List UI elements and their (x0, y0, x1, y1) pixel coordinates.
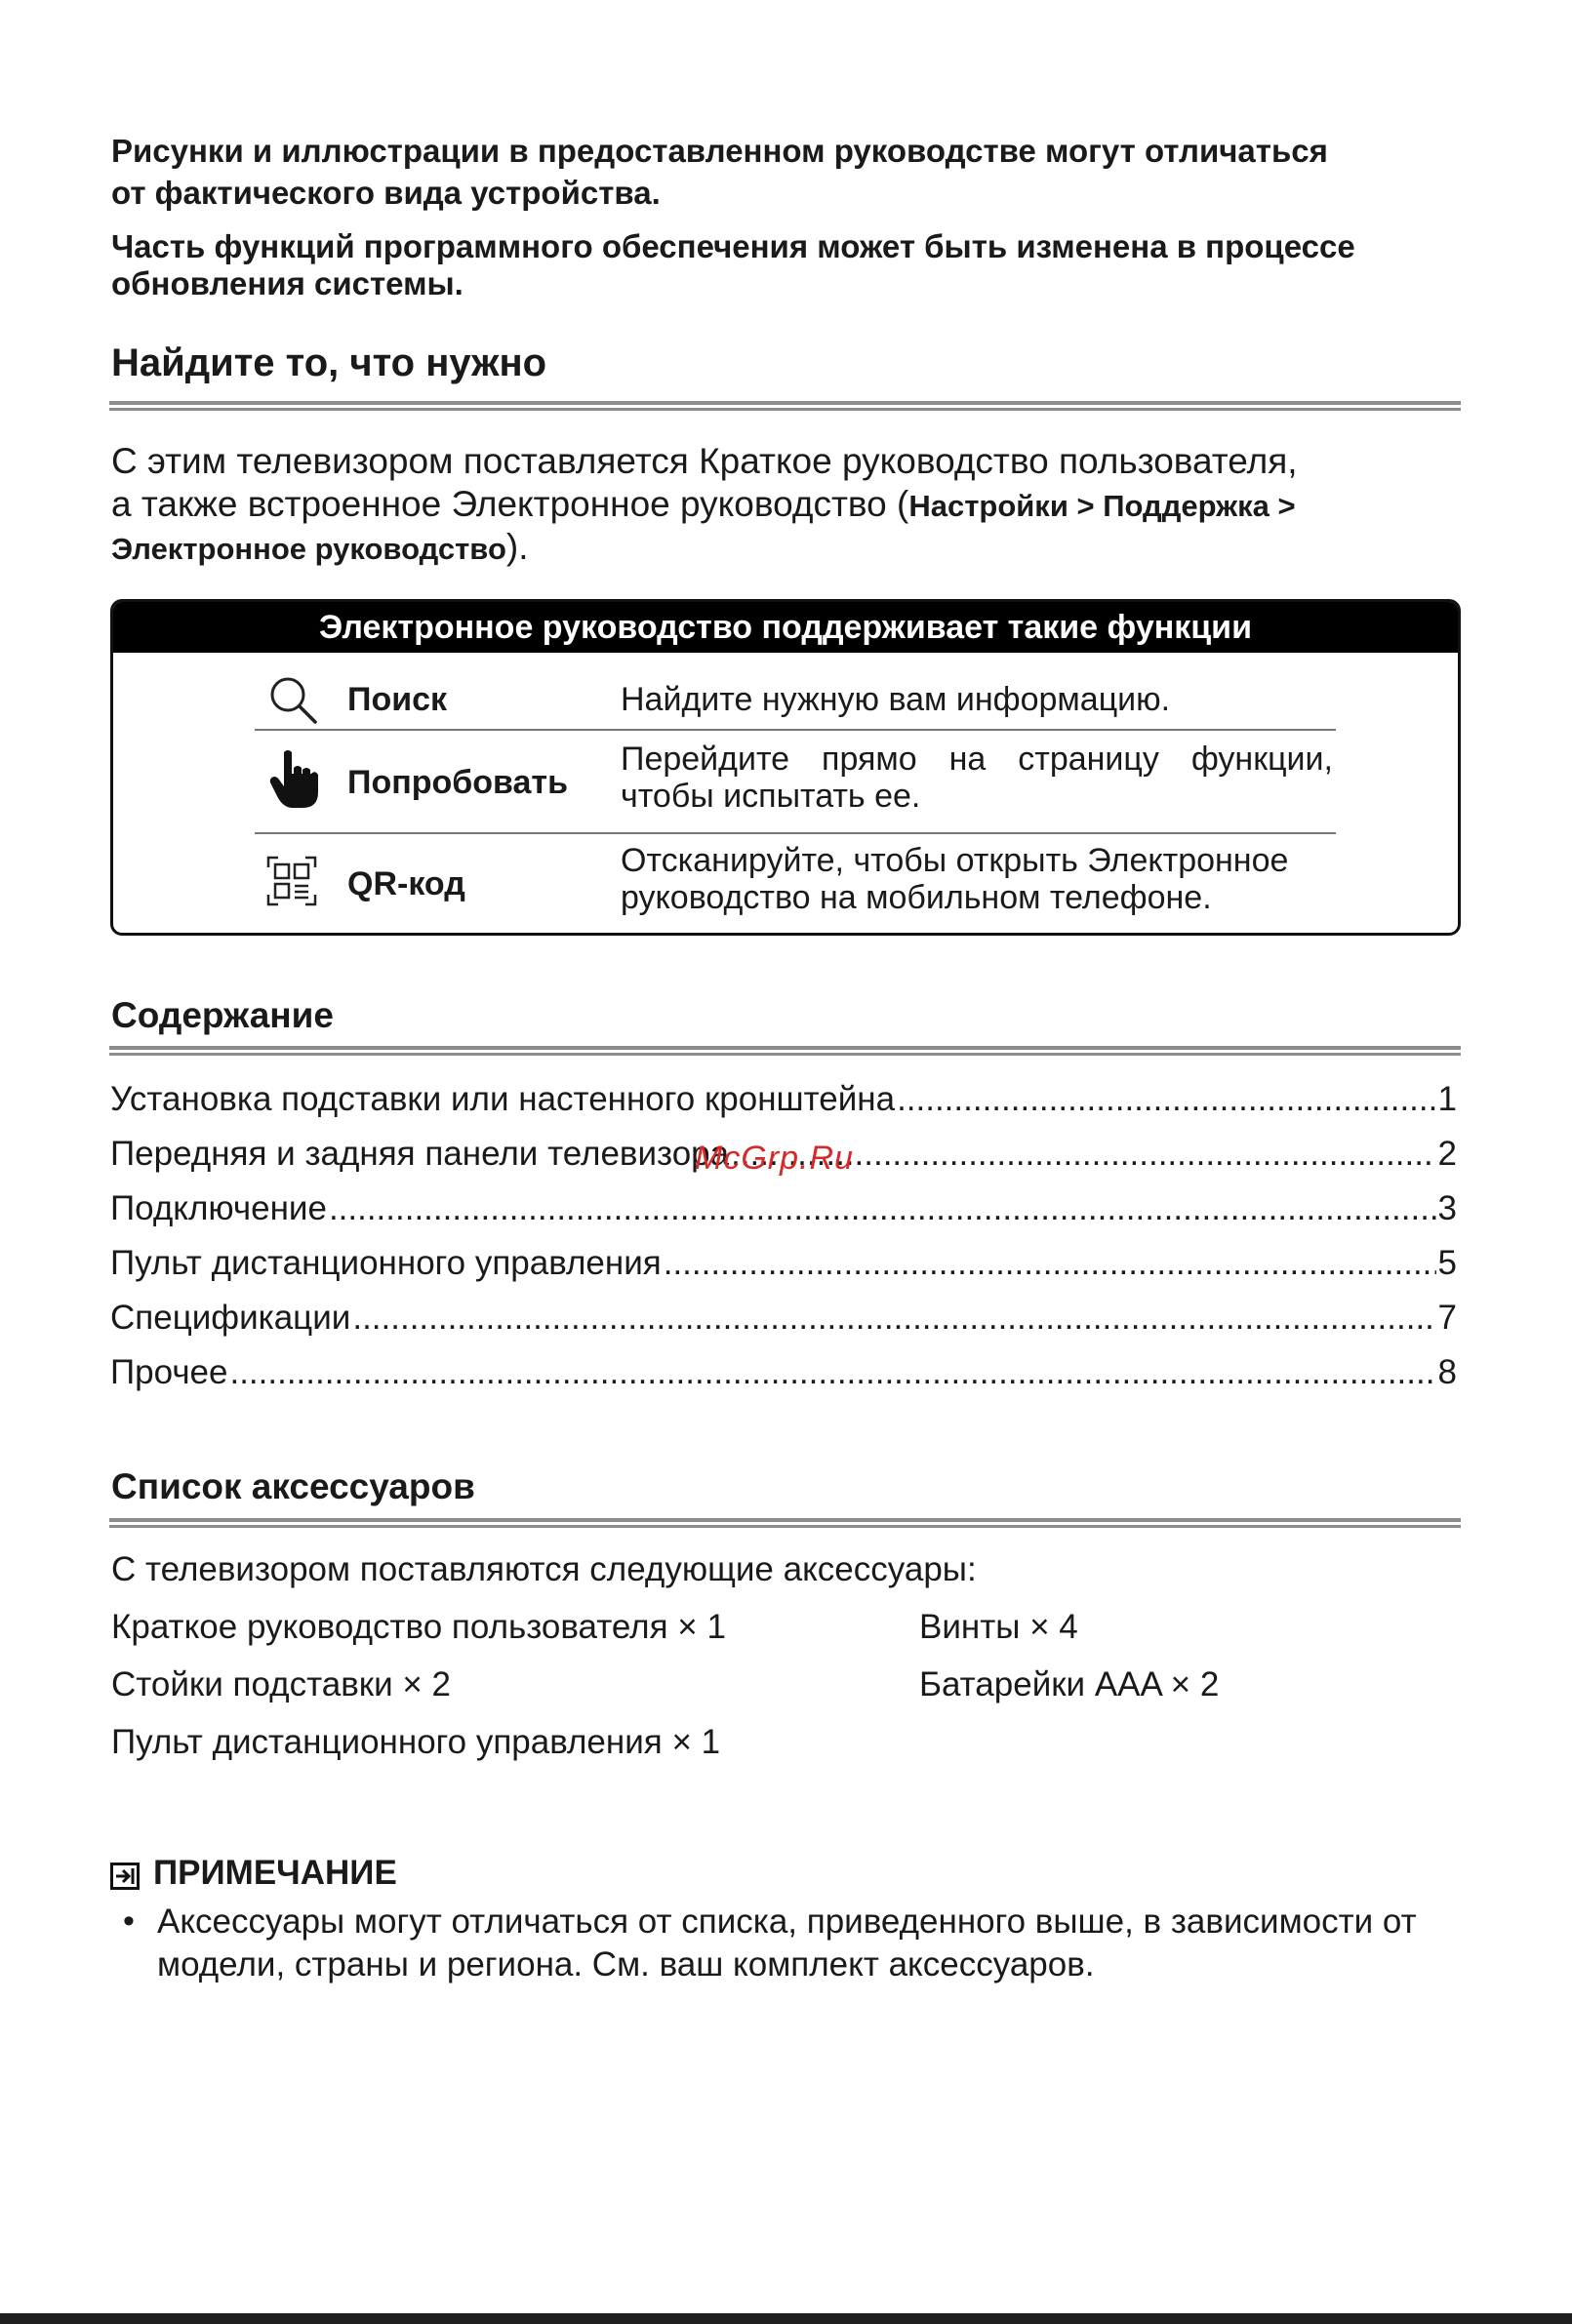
toc-item-title: Спецификации (110, 1299, 351, 1337)
toc-item-title: Подключение (110, 1189, 327, 1227)
accessories-title: Список аксессуаров (111, 1466, 475, 1506)
feature-description: Перейдите прямо на страницу функции, чтобы испытать ее. (621, 741, 1333, 815)
accessory-item: Краткое руководство пользователя × 1 (111, 1608, 726, 1646)
find-paragraph-text: а также встроенное Электронное руководство ( (111, 484, 909, 524)
intro-notice-line-4: обновления системы. (111, 265, 464, 301)
toc-leader-dots (229, 1353, 1435, 1392)
find-paragraph-line-3 (111, 526, 529, 571)
accessory-item: Пульт дистанционного управления × 1 (111, 1723, 721, 1761)
hand-pointer-icon (266, 748, 319, 813)
qr-code-icon (266, 856, 317, 906)
feature-label: Попробовать (347, 764, 568, 801)
e-manual-path: Электронное руководство (111, 532, 506, 566)
toc-item-page: 7 (1437, 1299, 1457, 1337)
toc-leader-dots (664, 1244, 1436, 1283)
toc-item-page: 1 (1437, 1080, 1457, 1118)
toc-item[interactable] (110, 1299, 1457, 1342)
toc-item-title: Прочее (110, 1353, 228, 1391)
toc-item-title: Установка подставки или настенного кронштейна (110, 1080, 896, 1118)
toc-item-page: 5 (1437, 1244, 1457, 1282)
intro-notice-line-1: Рисунки и иллюстрации в предоставленном руководстве могут отличаться (111, 133, 1328, 169)
find-section-title: Найдите то, что нужно (111, 341, 547, 384)
accessory-item: Стойки подставки × 2 (111, 1665, 452, 1703)
feature-description: Найдите нужную вам информацию. (621, 681, 1171, 718)
toc-item[interactable] (110, 1353, 1457, 1396)
feature-row-qr (255, 834, 1336, 936)
feature-label: Поиск (347, 681, 448, 718)
feature-label: QR-код (347, 865, 465, 902)
note-icon (110, 1860, 140, 1887)
note-bullet: • (123, 1903, 135, 1940)
section-rule (109, 1518, 1461, 1528)
toc-item-title: Передняя и задняя панели телевизора (110, 1135, 730, 1173)
note-text: Аксессуары могут отличаться от списка, приведенного выше, в зависимости от модели, страны и региона. См. ваш комплект аксессуаров. (157, 1903, 1417, 1983)
toc-item[interactable] (110, 1080, 1457, 1123)
page-bottom-border (0, 2313, 1572, 2324)
feature-description: Отсканируйте, чтобы открыть Электронное руководство на мобильном телефоне. (621, 842, 1289, 916)
accessories-intro: С телевизором поставляются следующие аксессуары: (111, 1550, 977, 1588)
section-rule (109, 1046, 1461, 1056)
accessory-item: Винты × 4 (919, 1608, 1078, 1646)
find-paragraph-line-1: С этим телевизором поставляется Краткое руководство пользователя, (111, 441, 1298, 481)
settings-path: Настройки > Поддержка > (908, 489, 1296, 523)
toc-leader-dots (329, 1189, 1436, 1228)
toc-item-page: 8 (1437, 1353, 1457, 1391)
note-heading (110, 1854, 397, 1893)
section-rule (109, 401, 1461, 411)
intro-notice-line-3: Часть функций программного обеспечения может быть изменена в процессе (111, 228, 1355, 264)
toc-leader-dots (897, 1080, 1435, 1119)
features-header: Электронное руководство поддерживает такие функции (113, 602, 1458, 653)
search-icon (266, 673, 319, 726)
toc-item[interactable] (110, 1189, 1457, 1232)
watermark: McGrp.Ru (695, 1140, 854, 1177)
find-paragraph-line-2 (111, 483, 1296, 528)
toc-item-page: 3 (1437, 1189, 1457, 1227)
toc-item[interactable] (110, 1244, 1457, 1287)
feature-row-search (255, 661, 1336, 739)
toc-leader-dots (352, 1299, 1435, 1338)
intro-notice-line-2: от фактического вида устройства. (111, 175, 661, 211)
find-paragraph-end: ). (505, 527, 529, 567)
contents-title: Содержание (111, 995, 334, 1035)
accessory-item: Батарейки AAA × 2 (919, 1665, 1220, 1703)
toc-item-title: Пульт дистанционного управления (110, 1244, 662, 1282)
note-title: ПРИМЕЧАНИЕ (153, 1854, 397, 1892)
e-manual-features-box (110, 599, 1461, 936)
toc-item-page: 2 (1437, 1135, 1457, 1173)
feature-row-try (255, 731, 1336, 832)
